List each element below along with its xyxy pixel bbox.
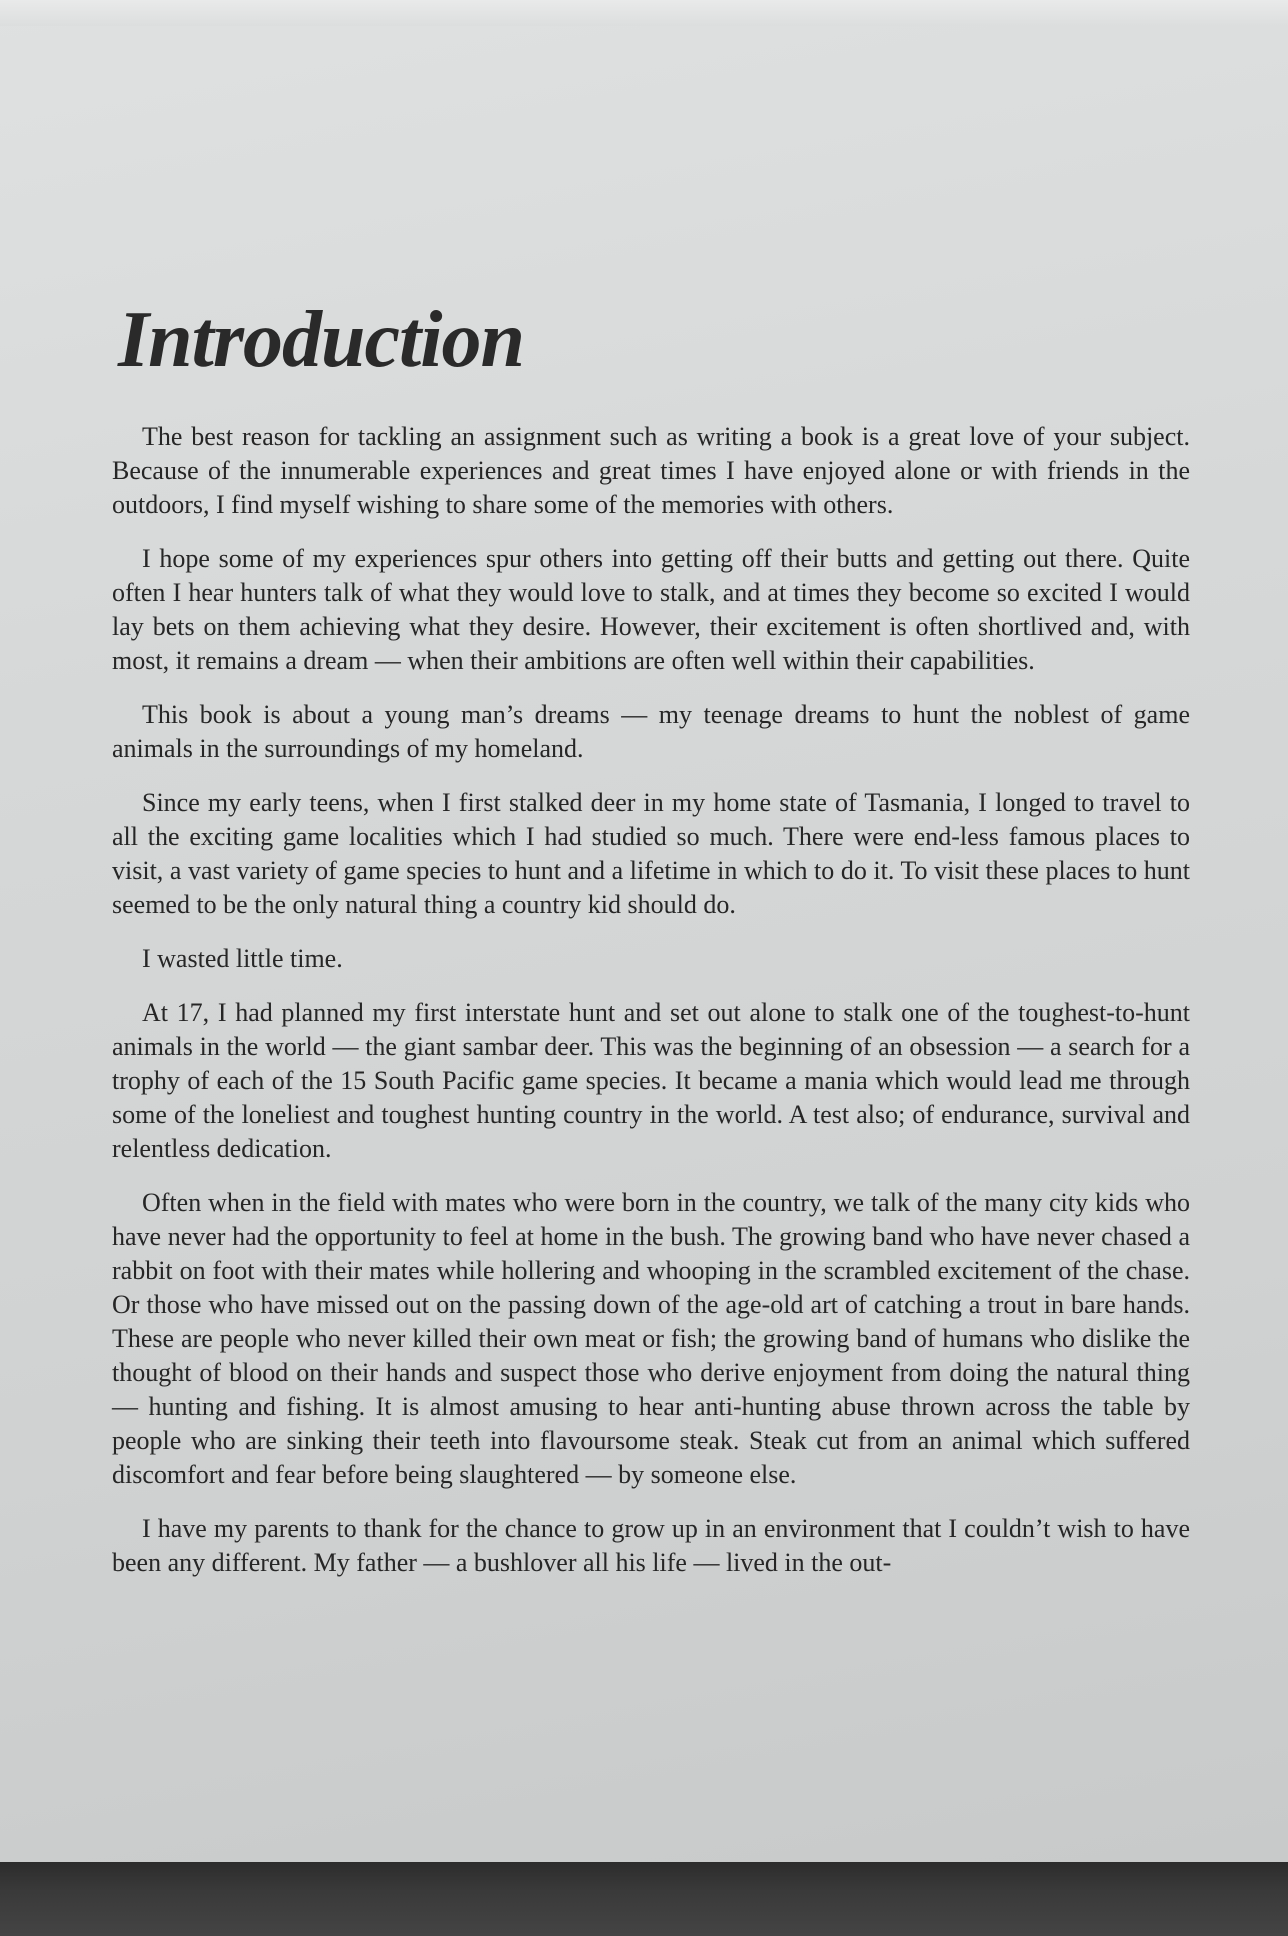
paragraph: The best reason for tackling an assignment such as writing a book is a great love of your subject. Because of the innumerable experiences and great times I have enjoyed alone or with friends in the outdoors, I find myself wishing to share some of the memories with others. (112, 422, 1190, 519)
paragraph: I wasted little time. (142, 944, 343, 973)
paragraph: I have my parents to thank for the chance to grow up in an environment that I couldn’t wish to have been any different. My father — a bushlover all his life — lived in the out- (112, 1514, 1190, 1577)
page-top-edge (0, 0, 1288, 26)
paragraph: Often when in the field with mates who were born in the country, we talk of the many city kids who have never had the opportunity to feel at home in the bush. The growing band who have never chased a rabbit on foot with their mates while hollering and whooping in the scrambled excitement of the chase. Or those who have missed out on the passing down of the age-old art of catching a trout in bare hands. These are people who never killed their own meat or fish; the growing band of humans who dislike the thought of blood on their hands and suspect those who derive enjoyment from doing the natural thing — hunting and fishing. It is almost amusing to hear anti-hunting abuse thrown across the table by people who are sinking their teeth into flavoursome steak. Steak cut from an animal which suffered discomfort and fear before being slaughtered — by someone else. (112, 1188, 1190, 1489)
paragraph: This book is about a young man’s dreams — my teenage dreams to hunt the noblest of game animals in the surroundings of my homeland. (112, 700, 1190, 763)
chapter-title: Introduction (118, 296, 524, 384)
paragraph: At 17, I had planned my first interstate hunt and set out alone to stalk one of the toughest-to-hunt animals in the world — the giant sambar deer. This was the beginning of an obsession — a search for a trophy of each of the 15 South Pacific game species. It became a mania which would lead me through some of the loneliest and toughest hunting country in the world. A test also; of endurance, survival and relentless dedication. (112, 998, 1190, 1163)
paragraph: Since my early teens, when I first stalked deer in my home state of Tasmania, I longed to travel to all the exciting game localities which I had studied so much. There were end-less famous places to visit, a vast variety of game species to hunt and a lifetime in which to do it. To visit these places to hunt seemed to be the only natural thing a country kid should do. (112, 788, 1190, 919)
paragraph: I hope some of my experiences spur others into getting off their butts and getting out there. Quite often I hear hunters talk of what they would love to stalk, and at times they become so excited I would lay bets on them achieving what they desire. However, their excitement is often shortlived and, with most, it remains a dream — when their ambitions are often well within their capabilities. (112, 544, 1190, 675)
page-bottom-shadow (0, 1862, 1288, 1936)
page-content (112, 296, 1190, 1600)
